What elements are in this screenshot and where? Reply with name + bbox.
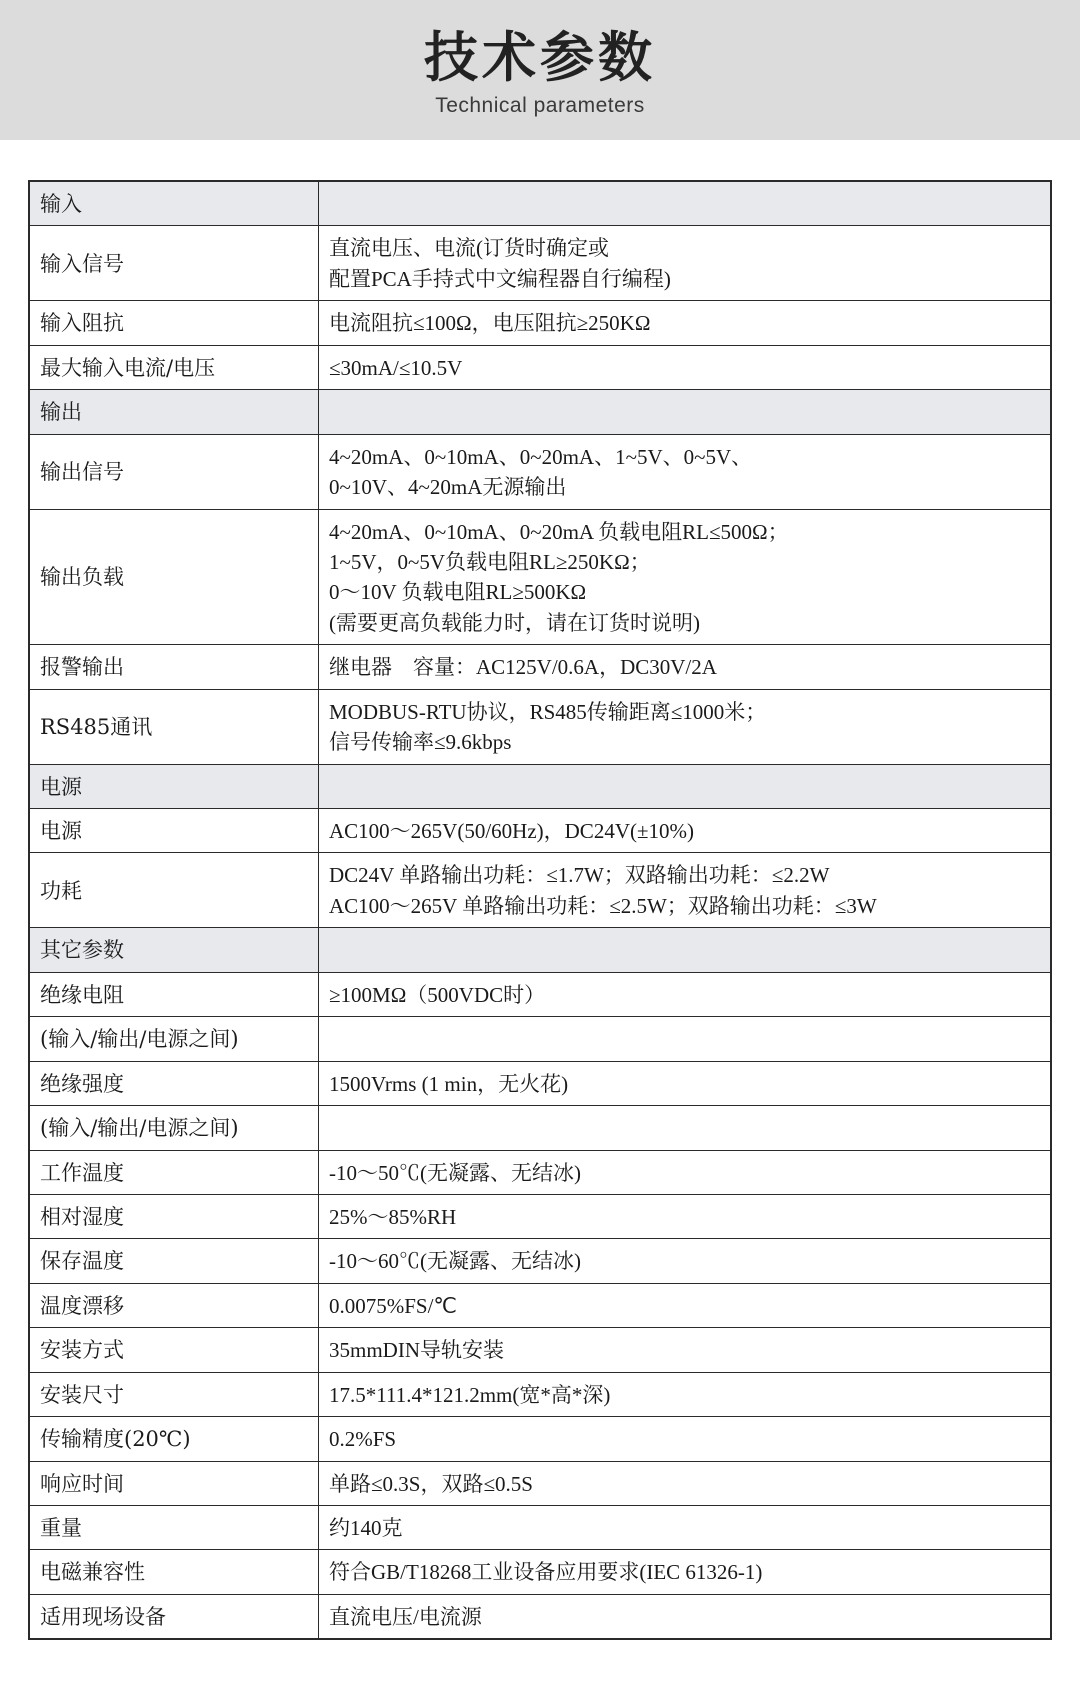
spec-row: [29, 1550, 1051, 1594]
spec-value-line: AC100～265V(50/60Hz)，DC24V(±10%): [329, 819, 694, 843]
spec-value-line: 约140克: [329, 1516, 403, 1540]
spec-row-value: [319, 1283, 1052, 1327]
spec-value-line: 35mmDIN导轨安装: [329, 1338, 504, 1363]
spec-value-line: 直流电压、电流(订货时确定或: [329, 236, 609, 261]
spec-value-line: 单路≤0.3S，双路≤0.5S: [329, 1471, 533, 1496]
spec-row: [29, 1506, 1051, 1550]
spec-row-label: 绝缘强度: [29, 1061, 319, 1105]
spec-row-value: [319, 1506, 1052, 1550]
spec-row-value: [319, 928, 1052, 972]
spec-row-value: [319, 345, 1052, 389]
spec-value-line: 25%～85%RH: [329, 1204, 457, 1229]
spec-value-line: ≤30mA/≤10.5V: [329, 355, 463, 380]
spec-row-value: [319, 1017, 1052, 1061]
spec-row: [29, 1017, 1051, 1061]
spec-value-line: 4~20mA、0~10mA、0~20mA 负载电阻RL≤500Ω；: [329, 519, 789, 544]
spec-row-value: [319, 645, 1052, 689]
spec-row: [29, 1372, 1051, 1416]
spec-row-label: 工作温度: [29, 1150, 319, 1194]
spec-row-label: 输入信号: [29, 226, 319, 301]
spec-row-label: 电源: [29, 809, 319, 853]
spec-row-label: 响应时间: [29, 1461, 319, 1505]
spec-value-line: 1500Vrms (1 min，无火花): [329, 1071, 569, 1096]
spec-row: [29, 1417, 1051, 1461]
spec-row-label: 输出负载: [29, 509, 319, 645]
spec-row-label: 输出: [29, 390, 319, 434]
spec-table-body: [29, 181, 1051, 1639]
spec-row: [29, 853, 1051, 928]
spec-value-line: [329, 1024, 1040, 1054]
spec-row: [29, 1283, 1051, 1327]
spec-value-line: 0~10V、4~20mA无源输出: [329, 475, 567, 500]
spec-value-line: 符合GB/T18268工业设备应用要求(IEC 61326-1): [329, 1560, 763, 1585]
spec-row-label: 报警输出: [29, 645, 319, 689]
spec-row: [29, 1461, 1051, 1505]
spec-row-label: 功耗: [29, 853, 319, 928]
spec-value-line: -10～60℃(无凝露、无结冰): [329, 1249, 581, 1274]
spec-row-value: [319, 972, 1052, 1016]
spec-row: [29, 434, 1051, 509]
page-title-cn: 技术参数: [424, 26, 656, 90]
spec-row-value: [319, 1417, 1052, 1461]
spec-row-value: [319, 1594, 1052, 1639]
spec-row-value: [319, 1150, 1052, 1194]
spec-value-line: 0.2%FS: [329, 1427, 397, 1452]
page-title-en: Technical parameters: [435, 93, 645, 117]
spec-row-label: RS485通讯: [29, 689, 319, 764]
spec-row: [29, 972, 1051, 1016]
technical-parameters-table: [28, 180, 1052, 1640]
spec-row-label: (输入/输出/电源之间): [29, 1106, 319, 1150]
spec-row-label: 安装方式: [29, 1328, 319, 1372]
spec-row-value: [319, 390, 1052, 434]
spec-row: [29, 1328, 1051, 1372]
page-header: [0, 0, 1080, 140]
spec-row-value: [319, 1550, 1052, 1594]
spec-value-line: ≥100MΩ（500VDC时）: [329, 982, 546, 1007]
spec-section-row: [29, 390, 1051, 434]
spec-row-value: [319, 1106, 1052, 1150]
spec-row-label: 绝缘电阻: [29, 972, 319, 1016]
spec-row-label: 保存温度: [29, 1239, 319, 1283]
spec-value-line: 0～10V 负载电阻RL≥500KΩ: [329, 580, 587, 605]
spec-row: [29, 226, 1051, 301]
spec-value-line: 电流阻抗≤100Ω，电压阻抗≥250KΩ: [329, 311, 651, 336]
spec-value-line: 配置PCA手持式中文编程器自行编程): [329, 266, 671, 291]
spec-row: [29, 345, 1051, 389]
spec-value-line: 信号传输率≤9.6kbps: [329, 730, 512, 755]
spec-row-label: 相对湿度: [29, 1194, 319, 1238]
spec-row: [29, 1594, 1051, 1639]
spec-value-line: [329, 189, 1040, 219]
spec-row-value: [319, 301, 1052, 345]
spec-row: [29, 645, 1051, 689]
spec-value-line: MODBUS-RTU协议，RS485传输距离≤1000米；: [329, 699, 767, 724]
spec-row-label: 电磁兼容性: [29, 1550, 319, 1594]
spec-row-label: 电源: [29, 764, 319, 808]
spec-row-label: 输出信号: [29, 434, 319, 509]
spec-row-label: 最大输入电流/电压: [29, 345, 319, 389]
spec-row-value: [319, 509, 1052, 645]
spec-row: [29, 689, 1051, 764]
spec-row-value: [319, 226, 1052, 301]
spec-row: [29, 509, 1051, 645]
spec-value-line: -10～50℃(无凝露、无结冰): [329, 1160, 581, 1185]
spec-row-value: [319, 1328, 1052, 1372]
spec-row-label: 输入: [29, 181, 319, 226]
spec-row-label: 其它参数: [29, 928, 319, 972]
spec-row: [29, 1239, 1051, 1283]
spec-section-row: [29, 764, 1051, 808]
spec-section-row: [29, 928, 1051, 972]
spec-row-value: [319, 689, 1052, 764]
spec-row-value: [319, 1061, 1052, 1105]
spec-row-label: 适用现场设备: [29, 1594, 319, 1639]
spec-value-line: 直流电压/电流源: [329, 1604, 482, 1629]
spec-row: [29, 1194, 1051, 1238]
spec-row-value: [319, 1461, 1052, 1505]
spec-row: [29, 1061, 1051, 1105]
spec-value-line: 17.5*111.4*121.2mm(宽*高*深): [329, 1382, 611, 1407]
spec-value-line: 0.0075%FS/℃: [329, 1293, 458, 1318]
spec-row-label: 传输精度(20℃): [29, 1417, 319, 1461]
spec-value-line: 继电器 容量：AC125V/0.6A，DC30V/2A: [329, 655, 717, 680]
spec-table-container: [0, 140, 1080, 1660]
spec-row: [29, 301, 1051, 345]
spec-value-line: DC24V 单路输出功耗：≤1.7W；双路输出功耗：≤2.2W: [329, 863, 830, 888]
spec-value-line: [329, 397, 1040, 427]
spec-value-line: 4~20mA、0~10mA、0~20mA、1~5V、0~5V、: [329, 444, 753, 469]
spec-value-line: 1~5V，0~5V负载电阻RL≥250KΩ；: [329, 549, 651, 574]
spec-row-value: [319, 764, 1052, 808]
spec-value-line: AC100～265V 单路输出功耗：≤2.5W；双路输出功耗：≤3W: [329, 893, 877, 918]
spec-row-value: [319, 853, 1052, 928]
spec-row-label: 输入阻抗: [29, 301, 319, 345]
spec-row-value: [319, 1239, 1052, 1283]
spec-row-label: 安装尺寸: [29, 1372, 319, 1416]
spec-row-value: [319, 1194, 1052, 1238]
spec-row-value: [319, 1372, 1052, 1416]
spec-section-row: [29, 181, 1051, 226]
spec-row-label: 温度漂移: [29, 1283, 319, 1327]
spec-value-line: [329, 935, 1040, 965]
spec-value-line: [329, 1113, 1040, 1143]
spec-value-line: [329, 772, 1040, 802]
spec-row: [29, 809, 1051, 853]
spec-row-label: 重量: [29, 1506, 319, 1550]
spec-row: [29, 1106, 1051, 1150]
spec-row-label: (输入/输出/电源之间): [29, 1017, 319, 1061]
spec-row-value: [319, 181, 1052, 226]
spec-row: [29, 1150, 1051, 1194]
spec-row-value: [319, 434, 1052, 509]
spec-value-line: (需要更高负载能力时，请在订货时说明): [329, 610, 700, 635]
spec-row-value: [319, 809, 1052, 853]
